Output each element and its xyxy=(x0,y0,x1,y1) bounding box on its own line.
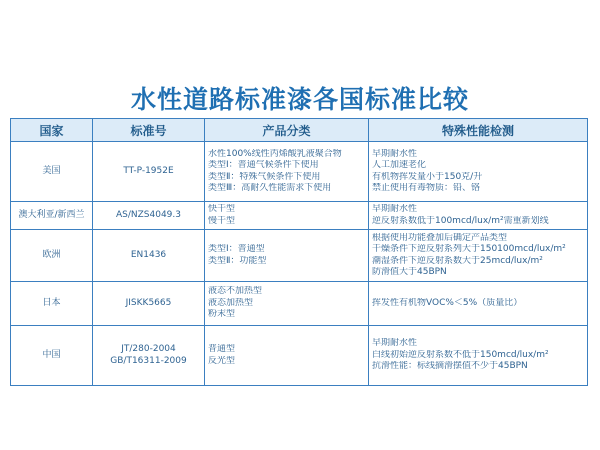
tests-line: 早期耐水性 xyxy=(372,148,418,159)
classes-line: 液态加热型 xyxy=(208,297,254,308)
classes-cell xyxy=(205,282,369,326)
standard-cell xyxy=(93,230,205,282)
table-row xyxy=(11,230,588,282)
country-cell: 澳大利亚/新西兰 xyxy=(11,202,93,230)
table-row xyxy=(11,326,588,386)
classes-cell xyxy=(205,230,369,282)
table-row xyxy=(11,142,588,202)
standard-line: GB/T16311-2009 xyxy=(110,355,187,366)
classes-line: 液态不加热型 xyxy=(208,286,263,297)
tests-line: 人工加速老化 xyxy=(372,160,427,170)
header-tests: 特殊性能检测 xyxy=(369,119,588,142)
table-row xyxy=(11,282,588,326)
standard-line: EN1436 xyxy=(130,249,167,260)
page-title: 水性道路标准漆各国标准比较 xyxy=(130,85,469,114)
tests-line: 潮湿条件下逆反射系数大于25mcd/lux/m² xyxy=(372,255,543,266)
tests-cell xyxy=(369,202,588,230)
tests-line: 挥发性有机物VOC%＜5%（质量比） xyxy=(372,297,523,308)
header-standard: 标准号 xyxy=(93,119,205,142)
classes-cell xyxy=(205,202,369,230)
tests-line: 禁止使用有毒物质：铅、铬 xyxy=(372,183,481,193)
standard-cell xyxy=(93,326,205,386)
classes-line: 类型Ⅰ：普通型 xyxy=(208,244,265,254)
tests-line: 有机物挥发量小于150克/升 xyxy=(372,171,483,182)
country-cell: 中国 xyxy=(11,326,93,386)
classes-line: 反光型 xyxy=(208,355,236,366)
classes-cell xyxy=(205,142,369,202)
tests-line: 根据使用功能叠加后确定产品类型 xyxy=(372,232,508,243)
standard-line: JT/280-2004 xyxy=(121,344,176,354)
standard-cell xyxy=(93,282,205,326)
table-row xyxy=(11,202,588,230)
tests-cell xyxy=(369,282,588,326)
tests-line: 白线初始逆反射系数不低于150mcd/lux/m² xyxy=(372,349,549,360)
table-header-row xyxy=(11,119,588,142)
tests-line: 早期耐水性 xyxy=(372,204,418,214)
country-cell: 日本 xyxy=(11,282,93,326)
standard-line: TT-P-1952E xyxy=(123,165,174,176)
tests-line: 逆反射系数低于100mcd/lux/m²需重新划线 xyxy=(372,215,549,226)
standard-cell xyxy=(93,202,205,230)
tests-cell xyxy=(369,230,588,282)
tests-cell xyxy=(369,326,588,386)
classes-line: 粉末型 xyxy=(208,309,236,320)
classes-line: 快干型 xyxy=(208,204,236,214)
standards-comparison-table xyxy=(10,118,588,386)
classes-cell xyxy=(205,326,369,386)
country-cell: 欧洲 xyxy=(11,230,93,282)
classes-line: 普通型 xyxy=(208,344,236,354)
header-country: 国家 xyxy=(11,119,93,142)
country-cell: 美国 xyxy=(11,142,93,202)
classes-line: 类型Ⅱ：功能型 xyxy=(208,255,267,266)
tests-cell xyxy=(369,142,588,202)
standard-line: JISKK5665 xyxy=(125,297,172,308)
classes-line: 类型Ⅲ：高耐久性能需求下使用 xyxy=(208,183,332,193)
tests-line: 干燥条件下逆反射系列大于150100mcd/lux/m² xyxy=(372,244,566,254)
header-classes: 产品分类 xyxy=(205,119,369,142)
standard-cell xyxy=(93,142,205,202)
classes-line: 类型Ⅱ：特殊气候条件下使用 xyxy=(208,171,321,182)
classes-line: 水性100%线性丙烯酸乳液聚合物 xyxy=(208,148,342,159)
tests-line: 防滑值大于45BPN xyxy=(372,267,447,277)
tests-line: 抗滑性能：标线摘滑摆值不少于45BPN xyxy=(372,361,528,372)
classes-line: 慢干型 xyxy=(208,215,236,226)
classes-line: 类型Ⅰ：普通气候条件下使用 xyxy=(208,160,319,170)
standard-line: AS/NZS4049.3 xyxy=(115,209,181,220)
tests-line: 早期耐水性 xyxy=(372,338,418,349)
